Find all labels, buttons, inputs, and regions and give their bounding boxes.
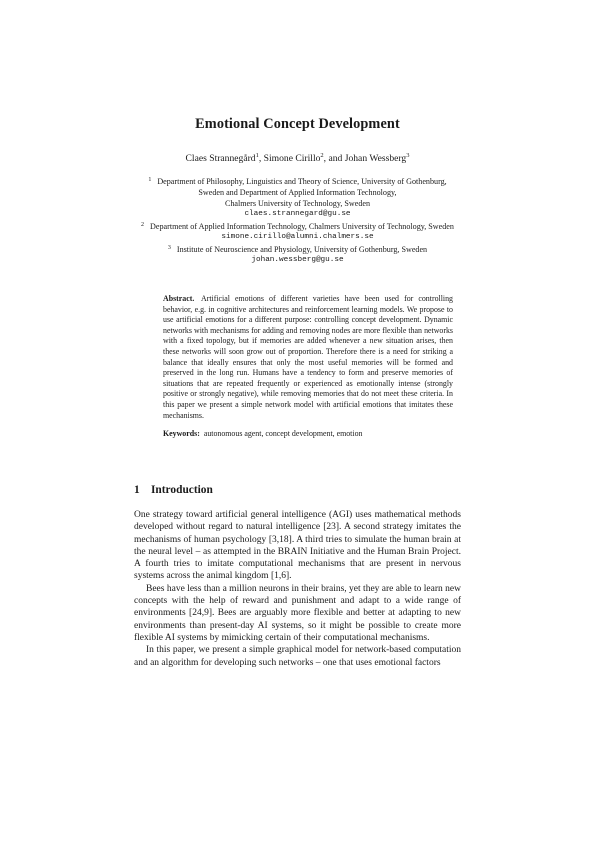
abstract-paragraph — [163, 294, 453, 421]
affiliation-line: Sweden and Department of Applied Information Technology, — [198, 188, 397, 197]
author-mark: 1 — [255, 152, 259, 159]
body-paragraph: One strategy toward artificial general intelligence (AGI) uses mathematical methods developed without regard to natural intelligence [23]. A second strategy imitates the mechanisms of human psychology [3,18]. A third tries to simulate the human brain at the neural level – as attempted in the BRAIN Initiative and the Human Brain Project. A fourth tries to imitate computational mechanisms that are present in nervous systems across the animal kingdom [1,6]. — [134, 510, 461, 582]
affiliation-list — [0, 175, 595, 266]
affiliation-line: Chalmers University of Technology, Sweden — [224, 199, 371, 208]
section-heading — [134, 484, 213, 496]
author-mark: 2 — [320, 152, 324, 159]
affiliation-email: johan.wessberg@gu.se — [251, 256, 344, 264]
affiliation-mark: 1 — [148, 177, 152, 183]
section-body — [134, 509, 461, 669]
affiliation-line — [0, 175, 595, 187]
affiliation-line — [0, 220, 595, 232]
affiliation-mark: 2 — [141, 222, 145, 228]
keywords-paragraph — [163, 429, 453, 440]
paper-title: Emotional Concept Development — [195, 116, 400, 132]
affiliation-mark: 3 — [167, 245, 171, 251]
keywords-text: autonomous agent, concept development, emotion — [203, 429, 363, 439]
abstract-label: Abstract. — [163, 294, 195, 303]
abstract-block — [163, 294, 453, 440]
affiliation-email: claes.strannegard@gu.se — [244, 210, 351, 218]
affiliation-text: Department of Philosophy, Linguistics and Theory of Science, University of Gothenburg, — [157, 177, 447, 186]
affiliation-text: Department of Applied Information Technology, Chalmers University of Technology, Sweden — [150, 222, 454, 231]
author-list — [0, 152, 595, 164]
keywords-label: Keywords: — [163, 429, 200, 439]
abstract-text: Artificial emotions of different varieties have been used for controlling behavior, e.g. in cognitive architectures and reinforcement learning models. We propose to use artificial emotions for a different purpose: controlling concept development. Dynamic networks with mechanisms for adding and removing nodes are more flexible than networks with a fixed topology, but if memories are added whenever a new situation arises, then these networks will soon grow out of proportion. Therefore there is a need for striking a balance that ideally ensures that only the most useful memories will be formed and preserved in the long run. Humans have a tendency to form and preserve memories of situations that are repeated frequently or experienced as emotionally intense (strongly positive or strongly negative), while removing memories that do not meet these criteria. In this paper we present a simple network model with artificial emotions that imitates these mechanisms. — [163, 294, 453, 420]
body-paragraph: In this paper, we present a simple graphical model for network-based computation and an algorithm for developing such networks – one that uses emotional factors — [134, 645, 461, 668]
author-mark: 3 — [406, 152, 410, 159]
affiliation-line — [0, 243, 595, 255]
author-separator: , and — [323, 153, 345, 164]
affiliation-email: simone.cirillo@alumni.chalmers.se — [221, 233, 374, 241]
author-separator: , — [258, 153, 264, 164]
author-name: Claes Strannegård — [185, 153, 256, 164]
author-name: Simone Cirillo — [263, 153, 321, 164]
section-title: Introduction — [151, 484, 213, 496]
section-number: 1 — [134, 484, 140, 496]
author-name: Johan Wessberg — [344, 153, 407, 164]
body-paragraph: Bees have less than a million neurons in their brains, yet they are able to learn new concepts with the help of reward and punishment and adapt to a wide range of environments [24,9]. Bees are arguably more flexible and better at adapting to new environments than present-day AI systems, so it might be possible to create more flexible AI systems by mimicking certain of their computational mechanisms. — [134, 583, 461, 643]
affiliation-text: Institute of Neuroscience and Physiology, University of Gothenburg, Sweden — [176, 245, 428, 254]
